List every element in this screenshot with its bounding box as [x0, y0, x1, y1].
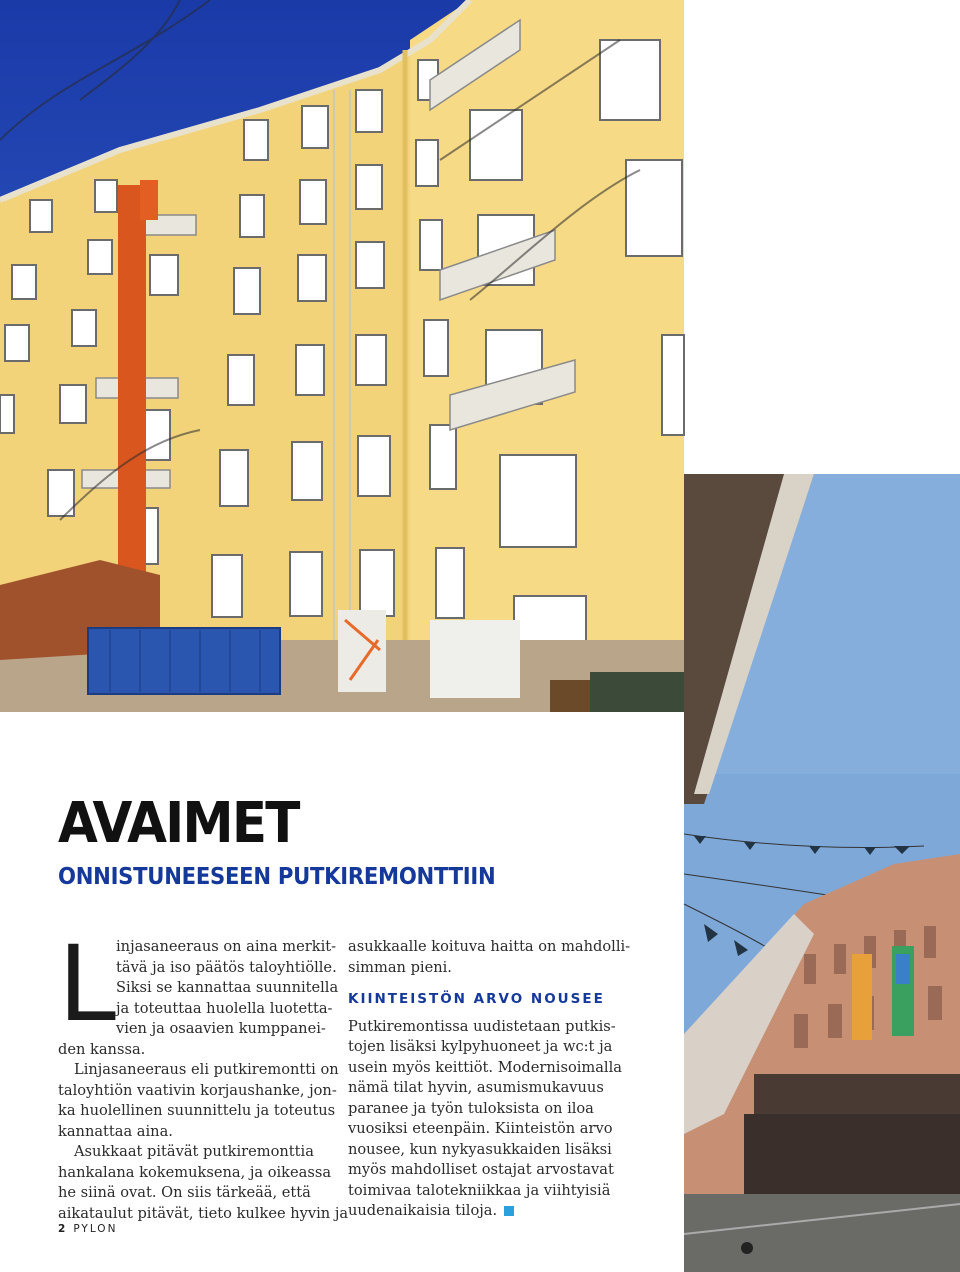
magazine-name: PYLON — [73, 1223, 118, 1235]
body-line-last — [348, 1201, 623, 1222]
body-line: Siksi se kannattaa suunnitella — [116, 979, 339, 996]
body-line: taloyhtiön vaativin korjaushanke, jon- — [58, 1081, 337, 1099]
body-line: den kanssa. — [58, 1040, 146, 1058]
body-line: asukkaalle koituva haitta on mahdolli- — [348, 938, 631, 955]
body-line: tojen lisäksi kylpyhuoneet ja wc:t ja — [348, 1038, 613, 1055]
body-line: nämä tilat hyvin, asumismukavuus — [348, 1079, 604, 1096]
body-line: Linjasaneeraus eli putkiremontti on — [74, 1061, 339, 1078]
body-line: usein myös keittiöt. Modernisoimalla — [348, 1058, 622, 1076]
body-line-text: uudenaikaisia tiloja. — [348, 1202, 498, 1219]
body-line: nousee, kun nykyasukkaiden lisäksi — [348, 1140, 612, 1158]
page-footer — [58, 1223, 117, 1235]
body-line: vien ja osaavien kumppanei- — [116, 1020, 326, 1037]
body-line: Putkiremontissa uudistetaan putkis- — [348, 1017, 616, 1035]
end-mark-icon — [504, 1206, 514, 1216]
body-line: vuosiksi eteenpäin. Kiinteistön arvo — [348, 1120, 613, 1137]
body-line: paranee ja työn tuloksista on iloa — [348, 1099, 594, 1117]
body-line: ka huolellinen suunnittelu ja toteutus — [58, 1102, 336, 1119]
body-line: he siinä ovat. On siis tärkeää, että — [58, 1184, 311, 1201]
left-column — [58, 937, 349, 1224]
body-line: myös mahdolliset ostajat arvostavat — [348, 1161, 614, 1178]
body-line: tävä ja iso päätös taloyhtiölle. — [116, 958, 337, 976]
main-photo — [0, 0, 684, 712]
body-line: aikataulut pitävät, tieto kulkee hyvin ja — [58, 1204, 349, 1222]
body-line: Asukkaat pitävät putkiremonttia — [74, 1143, 314, 1160]
body-line: kannattaa aina. — [58, 1122, 173, 1140]
page-number: 2 — [58, 1223, 68, 1235]
body-line: toimivaa talotekniikkaa ja viihtyisiä — [348, 1181, 611, 1199]
article-subtitle: ONNISTUNEESEEN PUTKIREMONTTIIN — [58, 864, 496, 890]
body-line: ja toteuttaa huolella luotetta- — [116, 999, 333, 1017]
section-heading: KIINTEISTÖN ARVO NOUSEE — [348, 991, 605, 1007]
right-column — [348, 937, 631, 1222]
article-title: AVAIMET — [58, 791, 299, 856]
svg-text:L: L — [58, 923, 116, 1045]
side-photo — [684, 474, 960, 1272]
body-line: simman pieni. — [348, 958, 452, 976]
body-line: hankalana kokemuksena, ja oikeassa — [58, 1163, 332, 1181]
body-line: injasaneeraus on aina merkit- — [116, 938, 337, 955]
